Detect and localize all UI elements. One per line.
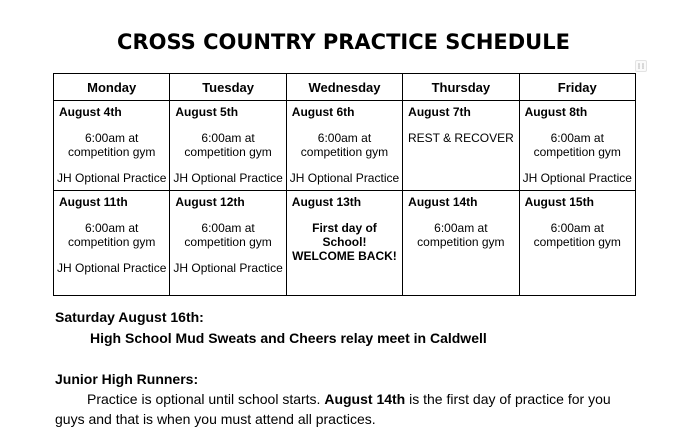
cell-date: August 11th <box>59 195 128 209</box>
table-cell <box>519 191 635 296</box>
table-cell <box>403 101 519 191</box>
table-row <box>54 101 636 191</box>
table-cell <box>54 191 170 296</box>
cell-date: August 14th <box>408 195 478 209</box>
table-cell <box>170 101 286 191</box>
cell-note: JH Optional Practice <box>173 171 283 185</box>
table-cell <box>170 191 286 296</box>
cell-date: August 12th <box>175 195 245 209</box>
cell-time: 6:00am at competition gym <box>68 221 156 249</box>
table-header-row <box>54 74 636 101</box>
header-friday: Friday <box>519 74 635 101</box>
cell-time: 6:00am at competition gym <box>184 221 272 249</box>
saturday-heading: Saturday August 16th: <box>55 309 204 325</box>
junior-high-text-start: Practice is optional until school starts. <box>87 391 325 407</box>
cell-note: JH Optional Practice <box>57 171 167 185</box>
table-cell <box>54 101 170 191</box>
header-wednesday: Wednesday <box>286 74 402 101</box>
cell-date: August 13th <box>291 195 362 209</box>
cell-date: August 5th <box>175 105 239 119</box>
header-thursday: Thursday <box>403 74 519 101</box>
cell-time: 6:00am at competition gym <box>533 221 621 249</box>
header-tuesday: Tuesday <box>170 74 286 101</box>
cell-note: JH Optional Practice <box>522 171 632 185</box>
cell-time: 6:00am at competition gym <box>184 131 272 159</box>
cell-date: August 15th <box>524 195 594 209</box>
cell-time: 6:00am at competition gym <box>417 221 505 249</box>
cell-event: First day of School! WELCOME BACK! <box>292 221 397 263</box>
cell-time: 6:00am at competition gym <box>533 131 621 159</box>
cell-date: August 4th <box>59 105 122 119</box>
cell-date: August 6th <box>291 105 355 119</box>
header-monday: Monday <box>54 74 170 101</box>
cell-time: REST & RECOVER <box>407 131 514 145</box>
table-cell <box>286 101 402 191</box>
cell-date: August 8th <box>524 105 588 119</box>
table-row <box>54 191 636 296</box>
table-cell <box>403 191 519 296</box>
saturday-detail: High School Mud Sweats and Cheers relay meet in Caldwell <box>90 330 487 346</box>
cell-time: 6:00am at competition gym <box>68 131 156 159</box>
junior-high-bold-date: August 14th <box>324 391 406 407</box>
table-cell <box>286 191 402 296</box>
table-cell <box>519 101 635 191</box>
cell-date: August 7th <box>408 105 471 119</box>
document-title: CROSS COUNTRY PRACTICE SCHEDULE <box>117 30 570 54</box>
cell-note: JH Optional Practice <box>173 261 283 275</box>
schedule-table <box>53 73 636 296</box>
junior-high-paragraph <box>55 389 640 429</box>
cell-time: 6:00am at competition gym <box>300 131 389 159</box>
cell-note: JH Optional Practice <box>57 261 167 275</box>
junior-high-heading: Junior High Runners: <box>55 371 199 387</box>
junior-high-text-end: is the first day of practice for you guys and that is when you must attend all practices. <box>55 391 611 427</box>
drag-handle-icon[interactable] <box>635 60 647 72</box>
cell-note: JH Optional Practice <box>289 171 400 185</box>
